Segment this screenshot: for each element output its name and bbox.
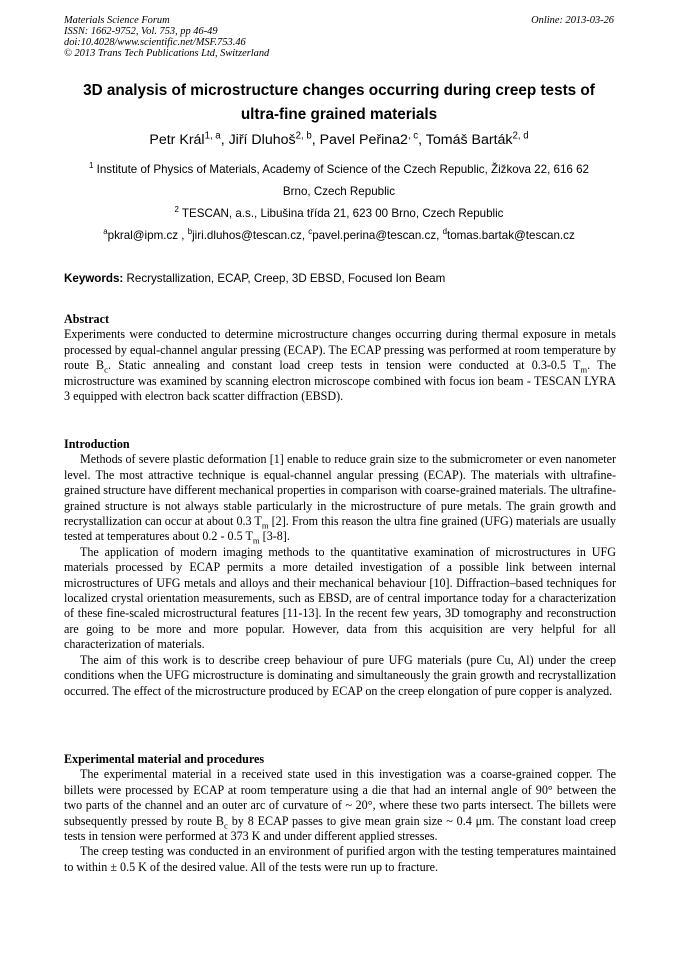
text-run: Experiments were conducted to determine microstructure changes occurring during thermal exposure in metals processed by equal-channel angular pressing (ECAP). The ECAP pressing was performed at room temperature by route B <box>64 327 616 373</box>
affiliation-2 <box>30 203 648 225</box>
journal-header <box>64 15 269 59</box>
author-affil-mark: 2, b <box>295 130 312 142</box>
text-run: [3-8]. <box>259 529 290 544</box>
journal-doi: doi:10.4028/www.scientific.net/MSF.753.46 <box>64 37 246 48</box>
author-sep: , <box>220 132 229 148</box>
email-link[interactable]: jiri.dluhos@tescan.cz <box>192 229 302 242</box>
email-link[interactable]: pkral@ipm.cz <box>107 229 179 242</box>
affiliation-1-line-2: Brno, Czech Republic <box>282 185 396 198</box>
author-sep: , <box>418 132 426 148</box>
keywords <box>64 271 614 287</box>
abstract-section <box>64 312 616 404</box>
affiliation-mark: 2 <box>174 205 179 215</box>
title-line-2: ultra-fine grained materials <box>240 106 438 123</box>
introduction-heading: Introduction <box>64 437 130 451</box>
online-date: Online: 2013-03-26 <box>531 15 614 26</box>
author-name: Petr Král <box>149 132 205 148</box>
affiliation-mark: 1 <box>89 161 94 171</box>
subscript: c <box>223 820 228 831</box>
author-affil-mark: 1, a <box>204 130 221 142</box>
text-run: . Static annealing and constant load creep tests in tension were conducted at 0.3-0.5 T <box>108 358 581 373</box>
email-sep: , <box>178 229 188 242</box>
author-name: Tomáš Barták <box>425 132 513 148</box>
email-sep: , <box>301 229 309 242</box>
author-sep: , <box>311 132 320 148</box>
email-link[interactable]: pavel.perina@tescan.cz <box>312 229 437 242</box>
affiliation-1-line-1: Institute of Physics of Materials, Academy of Science of the Czech Republic, Žižkova 22, 616 62 <box>96 163 589 176</box>
author-name: Pavel Peřina2 <box>319 132 408 148</box>
text-run: The experimental material in a received state used in this investigation was a coarse-grained copper. The billets were processed by ECAP at room temperature using a die that had an internal angle of 90° between the two parts of the channel and an outer arc of curvature of ~ 20°, where these two parts intersect. The billets were subsequently pressed by route B <box>64 767 616 828</box>
subscript: c <box>104 364 108 375</box>
keywords-label: Keywords: <box>64 272 124 285</box>
subscript: m <box>580 364 588 375</box>
abstract-text <box>64 327 616 404</box>
email-mark: b <box>187 227 193 237</box>
journal-copyright: © 2013 Trans Tech Publications Ltd, Switzerland <box>64 48 270 59</box>
email-mark: c <box>308 227 313 237</box>
subscript: m <box>252 535 260 546</box>
keywords-text: Recrystallization, ECAP, Creep, 3D EBSD, Focused Ion Beam <box>123 272 446 285</box>
introduction-paragraph-2: The application of modern imaging methods to the quantitative examination of microstructures in UFG materials processed by ECAP permits a more detailed investigation of a possible link between internal microstructures of UFG metals and alloys and their mechanical behaviour [10]. Diffraction–based techniques for localized crystal orientation measurements, such as EBSD, are of central importance today for a characterization of these fine-scaled microstructural features [11-13]. In the recent few years, 3D tomography and reconstruction are going to be more and more popular. However, data from this acquisition are very helpful for all characterization of materials. <box>64 544 616 652</box>
email-link[interactable]: tomas.bartak@tescan.cz <box>446 229 575 242</box>
introduction-section <box>64 437 616 699</box>
text-run: [2]. From this reason the ultra fine grained (UFG) materials are usually tested at temperatures about 0.2 - 0.5 T <box>64 514 616 544</box>
affiliation-1 <box>30 159 648 203</box>
author-list <box>40 131 638 149</box>
affiliation-2-line: TESCAN, a.s., Libušina třída 21, 623 00 Brno, Czech Republic <box>181 207 504 220</box>
text-run: by 8 ECAP passes to give mean grain size ~ 0.4 μm. The constant load creep tests in tension were performed at 373 K and under different applied stresses. <box>64 813 616 844</box>
journal-issn: ISSN: 1662-9752, Vol. 753, pp 46-49 <box>64 26 218 37</box>
author-affil-mark: 2, d <box>512 130 529 142</box>
experimental-section <box>64 752 616 875</box>
introduction-paragraph-1 <box>64 452 616 544</box>
author-name: Jiří Dluhoš <box>228 132 296 148</box>
paper-title <box>40 79 638 127</box>
subscript: m <box>261 520 269 531</box>
experimental-paragraph-2: The creep testing was conducted in an environment of purified argon with the testing temperatures maintained to within ± 0.5 K of the desired value. All of the tests were run up to fracture. <box>64 844 616 874</box>
abstract-heading: Abstract <box>64 312 110 326</box>
journal-name: Materials Science Forum <box>64 15 170 26</box>
author-affil-mark: , c <box>407 130 419 142</box>
title-line-1: 3D analysis of microstructure changes occurring during creep tests of <box>83 82 595 99</box>
text-run: . The microstructure was examined by scanning electron microscope combined with focus ion beam - TESCAN LYRA 3 equipped with electron back scatter diffraction (EBSD). <box>64 358 616 404</box>
introduction-paragraph-3: The aim of this work is to describe creep behaviour of pure UFG materials (pure Cu, Al) under the creep conditions when the UFG microstructure is dominating and simultaneously the grain growth and recrystallization occurred. The effect of the microstructure produced by ECAP on the creep elongation of pure copper is analyzed. <box>64 652 616 698</box>
experimental-heading: Experimental material and procedures <box>64 752 265 766</box>
email-mark: a <box>103 227 108 237</box>
experimental-paragraph-1 <box>64 767 616 844</box>
text-run: Methods of severe plastic deformation [1] enable to reduce grain size to the submicrometer or even nanometer level. The most attractive technique is equal-channel angular pressing (ECAP). The materials with ultrafine-grained structure have different mechanical properties in comparison with coarse-grained materials. The ultrafine-grained structure is not always stable particularly in the microstructure of pure metals. The grain growth and recrystallization can occur at about 0.3 T <box>64 452 616 529</box>
email-mark: d <box>442 227 447 237</box>
email-sep: , <box>436 229 443 242</box>
email-list <box>30 225 648 247</box>
